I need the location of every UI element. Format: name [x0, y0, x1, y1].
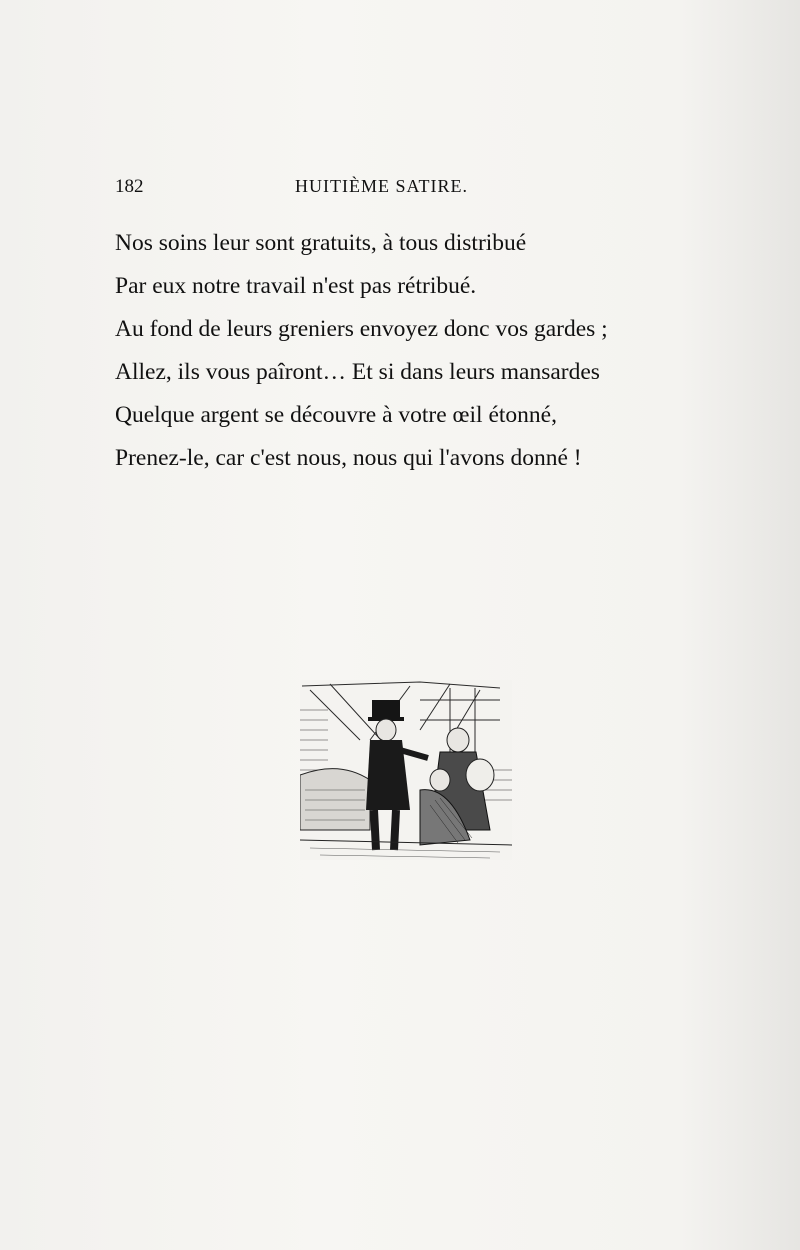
verse-line: Allez, ils vous paîront… Et si dans leurs mansardes	[115, 359, 600, 385]
verse-line: Nos soins leur sont gratuits, à tous distribué	[115, 230, 527, 256]
running-head	[115, 176, 495, 200]
verse-block	[115, 222, 715, 480]
verse-line: Prenez-le, car c'est nous, nous qui l'avons donné !	[115, 445, 582, 471]
section-title: HUITIÈME SATIRE.	[295, 176, 468, 196]
verse-line: Par eux notre travail n'est pas rétribué.	[115, 273, 477, 299]
page-number: 182	[115, 176, 144, 197]
engraving-illustration-icon	[300, 680, 512, 860]
verse-line: Quelque argent se découvre à votre œil étonné,	[115, 402, 557, 428]
verse-line: Au fond de leurs greniers envoyez donc vos gardes ;	[115, 316, 608, 342]
